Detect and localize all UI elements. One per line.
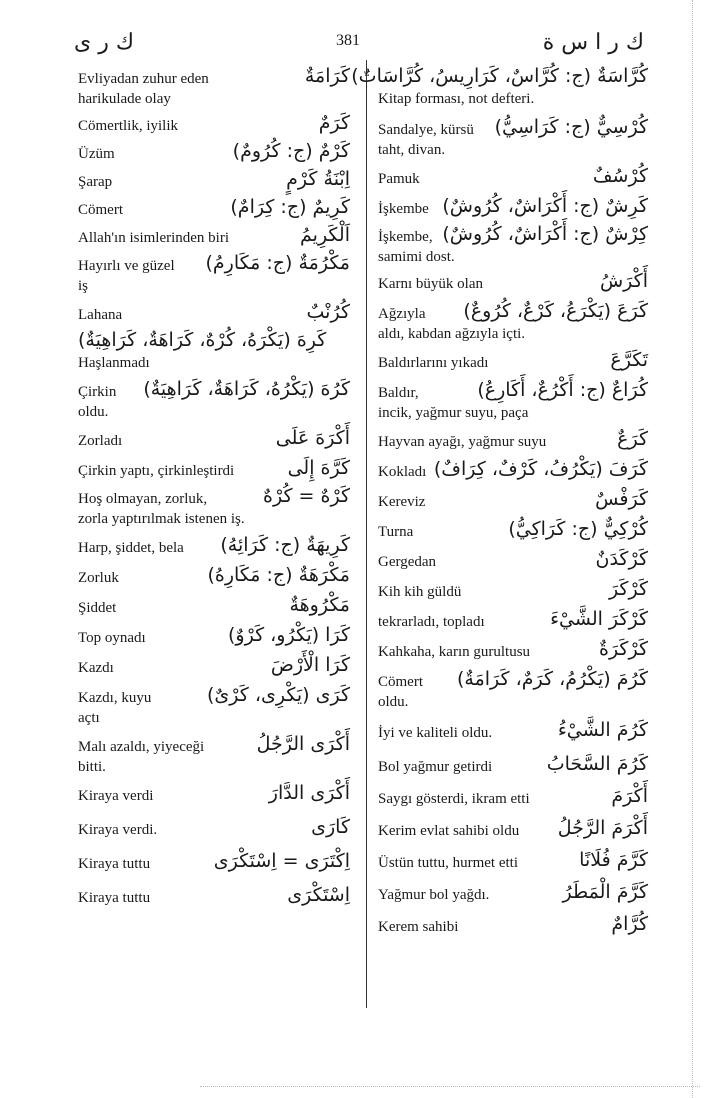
- dictionary-entry: [378, 113, 648, 160]
- entry-continuation: zorla yaptırılmak istenen iş.: [78, 511, 245, 527]
- entry-row: [378, 635, 648, 663]
- entry-turkish: Çirkin yaptı, çirkinleştirdi: [78, 463, 235, 479]
- entry-row: [378, 455, 648, 483]
- dictionary-entry: [378, 846, 648, 874]
- entry-arabic: كَرَعٌ: [617, 428, 648, 450]
- entry-row: [78, 165, 350, 193]
- entry-arabic: كَرِيهَةٌ (ج: كَرَائِهُ): [220, 534, 350, 556]
- entry-arabic: كَرَفَ (يَكْرُفُ، كَرْفٌ، كِرَافٌ): [433, 458, 648, 480]
- dictionary-entry: [78, 193, 350, 221]
- entry-turkish: Baldırlarını yıkadı: [378, 355, 489, 371]
- entry-arabic: كَرَا (يَكْرُو، كَرْوٌ): [228, 624, 350, 646]
- entry-arabic: مَكْرَهَةٌ (ج: مَكَارِهُ): [207, 564, 350, 586]
- entry-row: [78, 62, 350, 90]
- entry-row: [78, 482, 350, 510]
- entry-row: [78, 193, 350, 221]
- entry-turkish: Kereviz: [378, 494, 426, 510]
- dictionary-entry: [378, 716, 648, 744]
- entry-row: [78, 847, 350, 875]
- entry-arabic: كِرْشٌ (ج: أَكْرَاشٌ، كُرُوشٌ): [442, 223, 648, 245]
- entry-turkish: Hayvan ayağı, yağmur suyu: [378, 434, 547, 450]
- entry-turkish: İşkembe,: [378, 229, 433, 245]
- entry-row: [378, 878, 648, 906]
- entry-row: [78, 561, 350, 589]
- entry-row: [378, 485, 648, 513]
- entry-continuation: taht, divan.: [378, 142, 446, 158]
- entry-arabic: كَرَى (يَكْرِى، كَرْىٌ): [207, 684, 350, 706]
- entry-turkish: Cömert: [378, 674, 423, 690]
- entry-row: [378, 545, 648, 573]
- entry-row: [378, 515, 648, 543]
- dictionary-entry: [378, 878, 648, 906]
- entry-row: [78, 298, 350, 326]
- dictionary-entry: [78, 651, 350, 679]
- entry-row: [78, 621, 350, 649]
- entry-turkish: Harp, şiddet, bela: [78, 540, 184, 556]
- entry-row: [378, 665, 648, 693]
- entry-turkish: Kahkaha, karın gurultusu: [378, 644, 531, 660]
- entry-arabic: كَرَّهَ إِلَى: [287, 457, 350, 479]
- dictionary-entry: [78, 137, 350, 165]
- page-header: [70, 28, 646, 60]
- entry-row: [378, 750, 648, 778]
- entry-arabic: كَرَفْسٌ: [595, 488, 648, 510]
- dictionary-entry: [378, 910, 648, 938]
- dictionary-entry: [378, 665, 648, 712]
- entry-turkish: Üzüm: [78, 146, 115, 162]
- entry-arabic: كَرِهَ (يَكْرَهُ، كُرْهٌ، كَرَاهَةٌ، كَرَاهِيَةٌ): [78, 329, 327, 351]
- entry-arabic: اِسْتَكْرَى: [287, 884, 350, 906]
- entry-arabic: كَرَّمَ الْمَطَرُ: [562, 881, 648, 903]
- entry-arabic: أَكْرَى الرَّجُلُ: [256, 733, 350, 755]
- dictionary-entry: [78, 813, 350, 841]
- dictionary-entry: [378, 575, 648, 603]
- entry-arabic: مَكْرُوهَةٌ: [289, 594, 350, 616]
- entry-arabic: كَرْكَرَ: [608, 578, 648, 600]
- dictionary-entry: [78, 62, 350, 109]
- entry-row: [378, 267, 648, 295]
- entry-row: [78, 109, 350, 137]
- entry-row: [378, 113, 648, 141]
- entry-arabic: كُرْسُفٌ: [592, 165, 648, 187]
- dictionary-entry: [78, 165, 350, 193]
- entry-row: [378, 716, 648, 744]
- dictionary-entry: [78, 621, 350, 649]
- entry-turkish: Haşlanmadı: [78, 355, 150, 371]
- dictionary-entry: [378, 376, 648, 423]
- dictionary-entry: [378, 545, 648, 573]
- entry-turkish: Şarap: [78, 174, 113, 190]
- dictionary-entry: [378, 605, 648, 633]
- dictionary-entry: [378, 425, 648, 453]
- entry-row: [78, 730, 350, 758]
- entry-row: [378, 192, 648, 220]
- entry-row: [78, 681, 350, 709]
- column-divider: [366, 60, 367, 1008]
- entry-turkish: Turna: [378, 524, 414, 540]
- dictionary-entry: [378, 485, 648, 513]
- entry-turkish: Kiraya verdi.: [78, 822, 158, 838]
- dictionary-entry: [378, 267, 648, 295]
- entry-arabic: كَرَامَةٌ: [304, 65, 350, 87]
- entry-continuation: iş: [78, 278, 89, 294]
- dictionary-entry: [78, 779, 350, 807]
- entry-continuation: aldı, kabdan ağzıyla içti.: [378, 326, 526, 342]
- dictionary-entry: [351, 62, 648, 109]
- entry-row: [78, 454, 350, 482]
- entry-turkish: Kih kih güldü: [378, 584, 462, 600]
- dictionary-entry: [78, 730, 350, 777]
- entry-turkish: Üstün tuttu, hurmet etti: [378, 855, 518, 871]
- entry-row: [378, 782, 648, 810]
- entry-turkish: Hoş olmayan, zorluk,: [78, 491, 208, 507]
- entry-turkish: Karnı büyük olan: [378, 276, 483, 292]
- entry-turkish: İşkembe: [378, 201, 429, 217]
- entry-row: [378, 575, 648, 603]
- entry-arabic: كَرِشٌ (ج: أَكْرَاشٌ، كُرُوشٌ): [442, 195, 648, 217]
- dictionary-entry: [78, 375, 350, 422]
- entry-turkish: Malı azaldı, yiyeceği: [78, 739, 205, 755]
- entry-arabic: كُرُنْبٌ: [306, 301, 350, 323]
- entry-turkish: Şiddet: [78, 600, 117, 616]
- dictionary-entry: [378, 162, 648, 190]
- entry-arabic: كَرْمٌ (ج: كُرُومٌ): [232, 140, 350, 162]
- entry-turkish: Kazdı, kuyu: [78, 690, 152, 706]
- entry-turkish: Kiraya tuttu: [78, 856, 151, 872]
- entry-turkish: Allah'ın isimlerinden biri: [78, 230, 230, 246]
- dictionary-entry: [78, 249, 350, 296]
- dictionary-entry: [78, 531, 350, 559]
- entry-turkish: Yağmur bol yağdı.: [378, 887, 490, 903]
- dictionary-entry: [78, 454, 350, 482]
- entry-row: [378, 605, 648, 633]
- entry-turkish: Zorladı: [78, 433, 123, 449]
- entry-row: [378, 162, 648, 190]
- entry-row: [78, 249, 350, 277]
- entry-arabic: كَرُمَ (يَكْرُمُ، كَرَمٌ، كَرَامَةٌ): [457, 668, 648, 690]
- entry-turkish: Kazdı: [78, 660, 114, 676]
- entry-arabic: كُرَّاسَةٌ (ج: كُرَّاسٌ، كَرَارِيسُ، كُرَّاسَاتٌ): [351, 65, 648, 87]
- entry-row: [378, 346, 648, 374]
- dictionary-entry: [78, 298, 350, 326]
- entry-continuation: oldu.: [78, 404, 109, 420]
- entry-continuation: açtı: [78, 710, 100, 726]
- entry-arabic: أَكْرَمَ الرَّجُلُ: [557, 817, 648, 839]
- entry-turkish: Kerem sahibi: [378, 919, 459, 935]
- entry-arabic: كَرْهٌ = كُرْهٌ: [263, 485, 350, 507]
- dictionary-entry: [78, 482, 350, 529]
- entry-arabic: كُرْسِيٌّ (ج: كَرَاسِيُّ): [494, 116, 648, 138]
- dictionary-entry: [78, 221, 350, 249]
- entry-arabic: اِبْنَةُ كَرْمٍ: [286, 168, 350, 190]
- dictionary-entry: [378, 635, 648, 663]
- entry-row: [78, 375, 350, 403]
- dictionary-entry: [78, 881, 350, 909]
- dictionary-entry: [378, 192, 648, 220]
- entry-turkish: İyi ve kaliteli oldu.: [378, 725, 493, 741]
- entry-row: [378, 425, 648, 453]
- entry-row: [78, 591, 350, 619]
- dictionary-entry: [378, 782, 648, 810]
- dictionary-entry: [378, 346, 648, 374]
- entry-turkish: Kokladı: [378, 464, 427, 480]
- entry-row: [378, 910, 648, 938]
- dictionary-entry: [378, 515, 648, 543]
- entry-continuation: harikulade olay: [78, 91, 171, 107]
- entry-turkish: Gergedan: [378, 554, 437, 570]
- entry-turkish: Top oynadı: [78, 630, 146, 646]
- entry-arabic: كَرُمَ الشَّيْءُ: [557, 719, 648, 741]
- entry-turkish: Pamuk: [378, 171, 420, 187]
- entry-continuation: oldu.: [378, 694, 409, 710]
- dictionary-entry: [78, 326, 350, 373]
- entry-arabic: اِكْتَرَى = اِسْتَكْرَى: [213, 850, 350, 872]
- entry-arabic: أَكْرَمَ: [611, 785, 648, 807]
- entry-arabic: كَرَعَ (يَكْرَعُ، كَرْعٌ، كُرُوعٌ): [463, 300, 648, 322]
- dictionary-entry: [378, 220, 648, 267]
- entry-turkish: Kerim evlat sahibi oldu: [378, 823, 520, 839]
- entry-continuation: incik, yağmur suyu, paça: [378, 405, 529, 421]
- entry-continuation: samimi dost.: [378, 249, 455, 265]
- entry-arabic: كَرُهَ (يَكْرُهُ، كَرَاهَةٌ، كَرَاهِيَةٌ): [143, 378, 350, 400]
- entry-turkish: Cömertlik, iyilik: [78, 118, 178, 134]
- page-margin-line: [692, 0, 694, 1098]
- entry-arabic: كَرَا الْأَرْضَ: [270, 654, 350, 676]
- dictionary-entry: [78, 561, 350, 589]
- entry-turkish: Zorluk: [78, 570, 119, 586]
- entry-row: [78, 881, 350, 909]
- entry-arabic: اَلْكَرِيمُ: [300, 224, 350, 246]
- entry-arabic: كُرَّامٌ: [611, 913, 648, 935]
- entry-row: [378, 220, 648, 248]
- entry-row: [78, 137, 350, 165]
- entry-row: [378, 297, 648, 325]
- entry-turkish: Ağzıyla: [378, 306, 426, 322]
- entry-arabic: كَرَمٌ: [318, 112, 350, 134]
- entry-arabic: كَرْكَدَنٌ: [595, 548, 648, 570]
- entry-arabic: تَكَرَّعَ: [610, 349, 648, 371]
- entry-turkish: Hayırlı ve güzel: [78, 258, 175, 274]
- entry-arabic: كُرَاعٌ (ج: أَكْرُعٌ، أَكَارِعُ): [477, 379, 648, 401]
- entry-turkish: Cömert: [78, 202, 123, 218]
- entry-row: [378, 376, 648, 404]
- dictionary-entry: [378, 750, 648, 778]
- entry-row: [378, 814, 648, 842]
- entry-row: [78, 779, 350, 807]
- dictionary-entry: [378, 455, 648, 483]
- entry-turkish: Saygı gösterdi, ikram etti: [378, 791, 530, 807]
- entry-arabic: مَكْرُمَةٌ (ج: مَكَارِمُ): [205, 252, 350, 274]
- entry-arabic: أَكْرَهَ عَلَى: [275, 427, 350, 449]
- entry-arabic: كَرْكَرَةٌ: [598, 638, 648, 660]
- left-column: [78, 62, 350, 909]
- dictionary-entry: [78, 681, 350, 728]
- page-number: 381: [336, 32, 360, 49]
- dictionary-entry: [378, 297, 648, 344]
- entry-turkish: Evliyadan zuhur eden: [78, 71, 209, 87]
- entry-arabic: كُرْكِيٌّ (ج: كَرَاكِيُّ): [508, 518, 648, 540]
- entry-arabic: أَكْرَى الدَّارَ: [268, 782, 350, 804]
- entry-arabic: كَارَى: [311, 816, 350, 838]
- entry-arabic: كَرْكَرَ الشَّيْءَ: [550, 608, 648, 630]
- dictionary-entry: [378, 814, 648, 842]
- header-root-left: ك ر ى: [74, 30, 134, 55]
- entry-row: [78, 813, 350, 841]
- entry-turkish: Kitap forması, not defteri.: [378, 91, 535, 107]
- entry-row: [78, 221, 350, 249]
- entry-continuation: bitti.: [78, 759, 106, 775]
- entry-turkish: Lahana: [78, 307, 123, 323]
- entry-turkish: Kiraya tuttu: [78, 890, 151, 906]
- entry-turkish: Kiraya verdi: [78, 788, 154, 804]
- entry-turkish: Baldır,: [378, 385, 419, 401]
- dictionary-entry: [78, 847, 350, 875]
- page-bottom-line: [200, 1086, 700, 1087]
- entry-arabic: كَرِيمٌ (ج: كِرَامٌ): [230, 196, 350, 218]
- dictionary-entry: [78, 109, 350, 137]
- dictionary-entry: [78, 591, 350, 619]
- entry-turkish: Çirkin: [78, 384, 117, 400]
- entry-row: [78, 424, 350, 452]
- entry-turkish: Bol yağmur getirdi: [378, 759, 493, 775]
- entry-row: [378, 846, 648, 874]
- entry-row: [78, 531, 350, 559]
- header-root-right: ك ر ا س ة: [542, 30, 644, 55]
- entry-turkish: tekrarladı, topladı: [378, 614, 485, 630]
- entry-turkish: Sandalye, kürsü: [378, 122, 474, 138]
- entry-arabic: أَكْرَشُ: [599, 270, 648, 292]
- dictionary-entry: [78, 424, 350, 452]
- right-column: [351, 62, 648, 938]
- entry-arabic: كَرَّمَ فُلَانًا: [579, 849, 648, 871]
- entry-arabic: كَرُمَ السَّحَابُ: [546, 753, 648, 775]
- entry-row: [78, 651, 350, 679]
